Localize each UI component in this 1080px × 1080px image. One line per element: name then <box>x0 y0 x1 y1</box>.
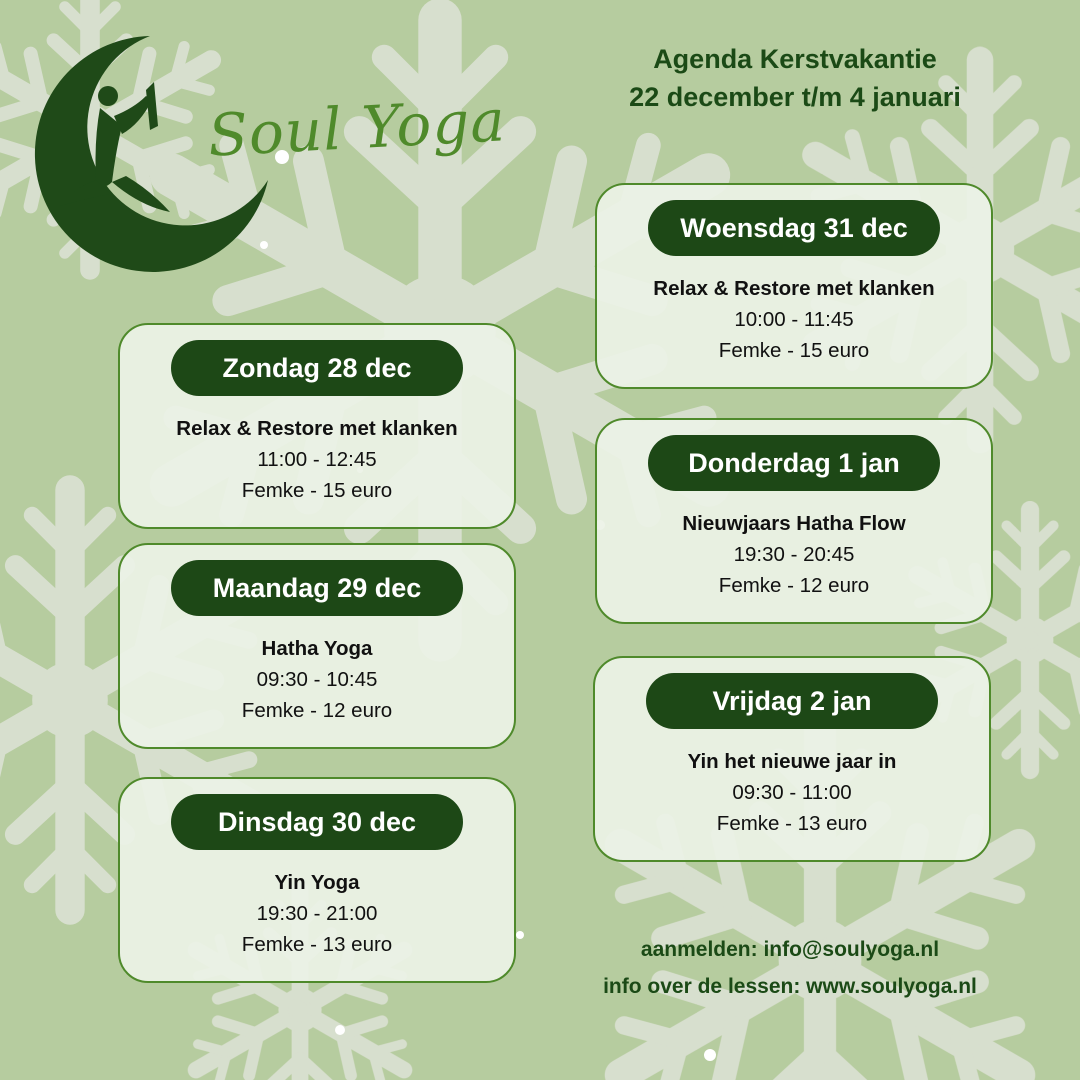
class-time: 09:30 - 10:45 <box>256 668 378 691</box>
class-time: 19:30 - 20:45 <box>733 543 855 566</box>
day-pill: Vrijdag 2 jan <box>646 673 938 729</box>
logo-wordmark <box>206 86 507 169</box>
title-line-2: 22 december t/m 4 januari <box>629 82 961 112</box>
signup-email-link[interactable]: aanmelden: info@soulyoga.nl <box>640 938 940 961</box>
day-pill: Maandag 29 dec <box>171 560 463 616</box>
class-teacher-price: Femke - 13 euro <box>716 812 868 835</box>
card-details <box>120 633 514 726</box>
class-name: Relax & Restore met klanken <box>653 277 935 300</box>
class-time: 09:30 - 11:00 <box>732 781 852 804</box>
class-time: 11:00 - 12:45 <box>257 448 377 471</box>
contact-footer <box>540 931 1040 1005</box>
page-title <box>560 40 1030 116</box>
class-time: 19:30 - 21:00 <box>256 902 378 925</box>
schedule-card-maandag <box>118 543 516 749</box>
class-name: Yin het nieuwe jaar in <box>687 750 897 773</box>
card-details <box>597 508 991 601</box>
schedule-card-zondag <box>118 323 516 529</box>
day-pill: Dinsdag 30 dec <box>171 794 463 850</box>
class-teacher-price: Femke - 15 euro <box>718 339 870 362</box>
class-name: Yin Yoga <box>274 871 360 894</box>
website-link[interactable]: info over de lessen: www.soulyoga.nl <box>603 975 977 998</box>
day-pill: Zondag 28 dec <box>171 340 463 396</box>
day-pill: Donderdag 1 jan <box>648 435 940 491</box>
class-teacher-price: Femke - 12 euro <box>241 699 393 722</box>
schedule-card-donderdag <box>595 418 993 624</box>
logo-text: Soul Yoga <box>206 86 508 170</box>
class-name: Relax & Restore met klanken <box>176 417 458 440</box>
card-details <box>597 273 991 366</box>
class-time: 10:00 - 11:45 <box>734 308 854 331</box>
class-teacher-price: Femke - 15 euro <box>241 479 393 502</box>
day-pill: Woensdag 31 dec <box>648 200 940 256</box>
schedule-card-woensdag <box>595 183 993 389</box>
class-teacher-price: Femke - 12 euro <box>718 574 870 597</box>
class-teacher-price: Femke - 13 euro <box>241 933 393 956</box>
soul-yoga-logo[interactable] <box>30 30 550 280</box>
schedule-card-vrijdag <box>593 656 991 862</box>
class-name: Hatha Yoga <box>261 637 373 660</box>
card-details <box>120 413 514 506</box>
card-details <box>120 867 514 960</box>
class-name: Nieuwjaars Hatha Flow <box>682 512 906 535</box>
card-details <box>595 746 989 839</box>
title-line-1: Agenda Kerstvakantie <box>653 44 937 74</box>
schedule-card-dinsdag <box>118 777 516 983</box>
